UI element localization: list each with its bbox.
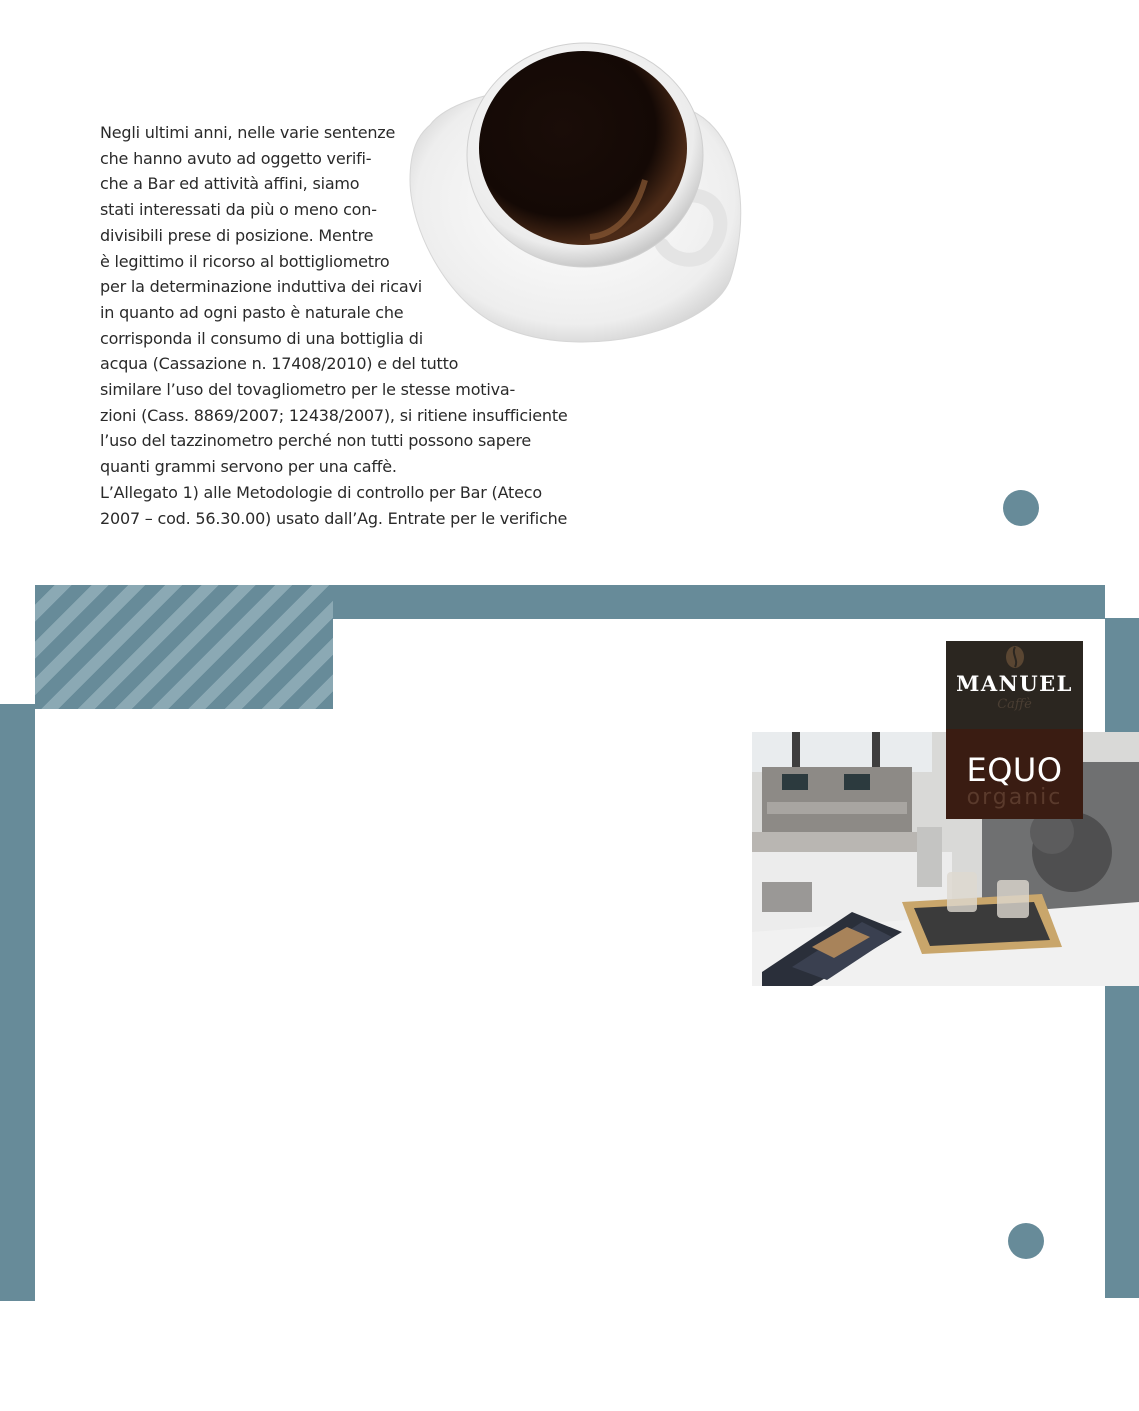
article-line: divisibili prese di posizione. Mentre (100, 225, 374, 245)
article-line: quanti grammi servono per una caffè. (100, 457, 397, 477)
frame-left-bar (0, 704, 35, 1301)
article-line: acqua (Cassazione n. 17408/2010) e del tutto (100, 354, 459, 374)
article-line: l’uso del tazzinometro perché non tutti possono sapere (100, 431, 532, 451)
article-line: corrisponda il consumo di una bottiglia di (100, 328, 423, 348)
article-line: che hanno avuto ad oggetto verifi- (100, 148, 372, 168)
article-line: similare l’uso del tovagliometro per le stesse motiva- (100, 380, 516, 400)
decorative-dot (1003, 490, 1039, 526)
article-line: in quanto ad ogni pasto è naturale che (100, 302, 404, 322)
article-line: L’Allegato 1) alle Metodologie di controllo per Bar (Ateco (100, 482, 542, 502)
manuel-caffe-logo (946, 641, 1083, 729)
logo-brand-text: MANUEL (956, 671, 1073, 696)
decorative-dot (1008, 1223, 1044, 1259)
coffee-cup-image (400, 30, 760, 360)
article-line: per la determinazione induttiva dei ricavi (100, 277, 422, 297)
equo-organic-logo (946, 729, 1083, 819)
striped-corner-block (35, 585, 333, 709)
article-line: è legittimo il ricorso al bottigliometro (100, 251, 390, 271)
logo-organic-text: organic (966, 785, 1063, 810)
article-line: zioni (Cass. 8869/2007; 12438/2007), si ritiene insufficiente (100, 405, 568, 425)
logo-equo-text: EQUO (966, 751, 1063, 789)
article-line: stati interessati da più o meno con- (100, 200, 377, 220)
article-line: Negli ultimi anni, nelle varie sentenze (100, 123, 396, 142)
article-line: 2007 – cod. 56.30.00) usato dall’Ag. Entrate per le verifiche (100, 508, 568, 528)
frame-top-bar (333, 585, 1105, 619)
logo-brand-subtext: Caffè (997, 697, 1032, 712)
article-line: che a Bar ed attività affini, siamo (100, 174, 360, 194)
coffee-bean-icon (1002, 644, 1028, 670)
